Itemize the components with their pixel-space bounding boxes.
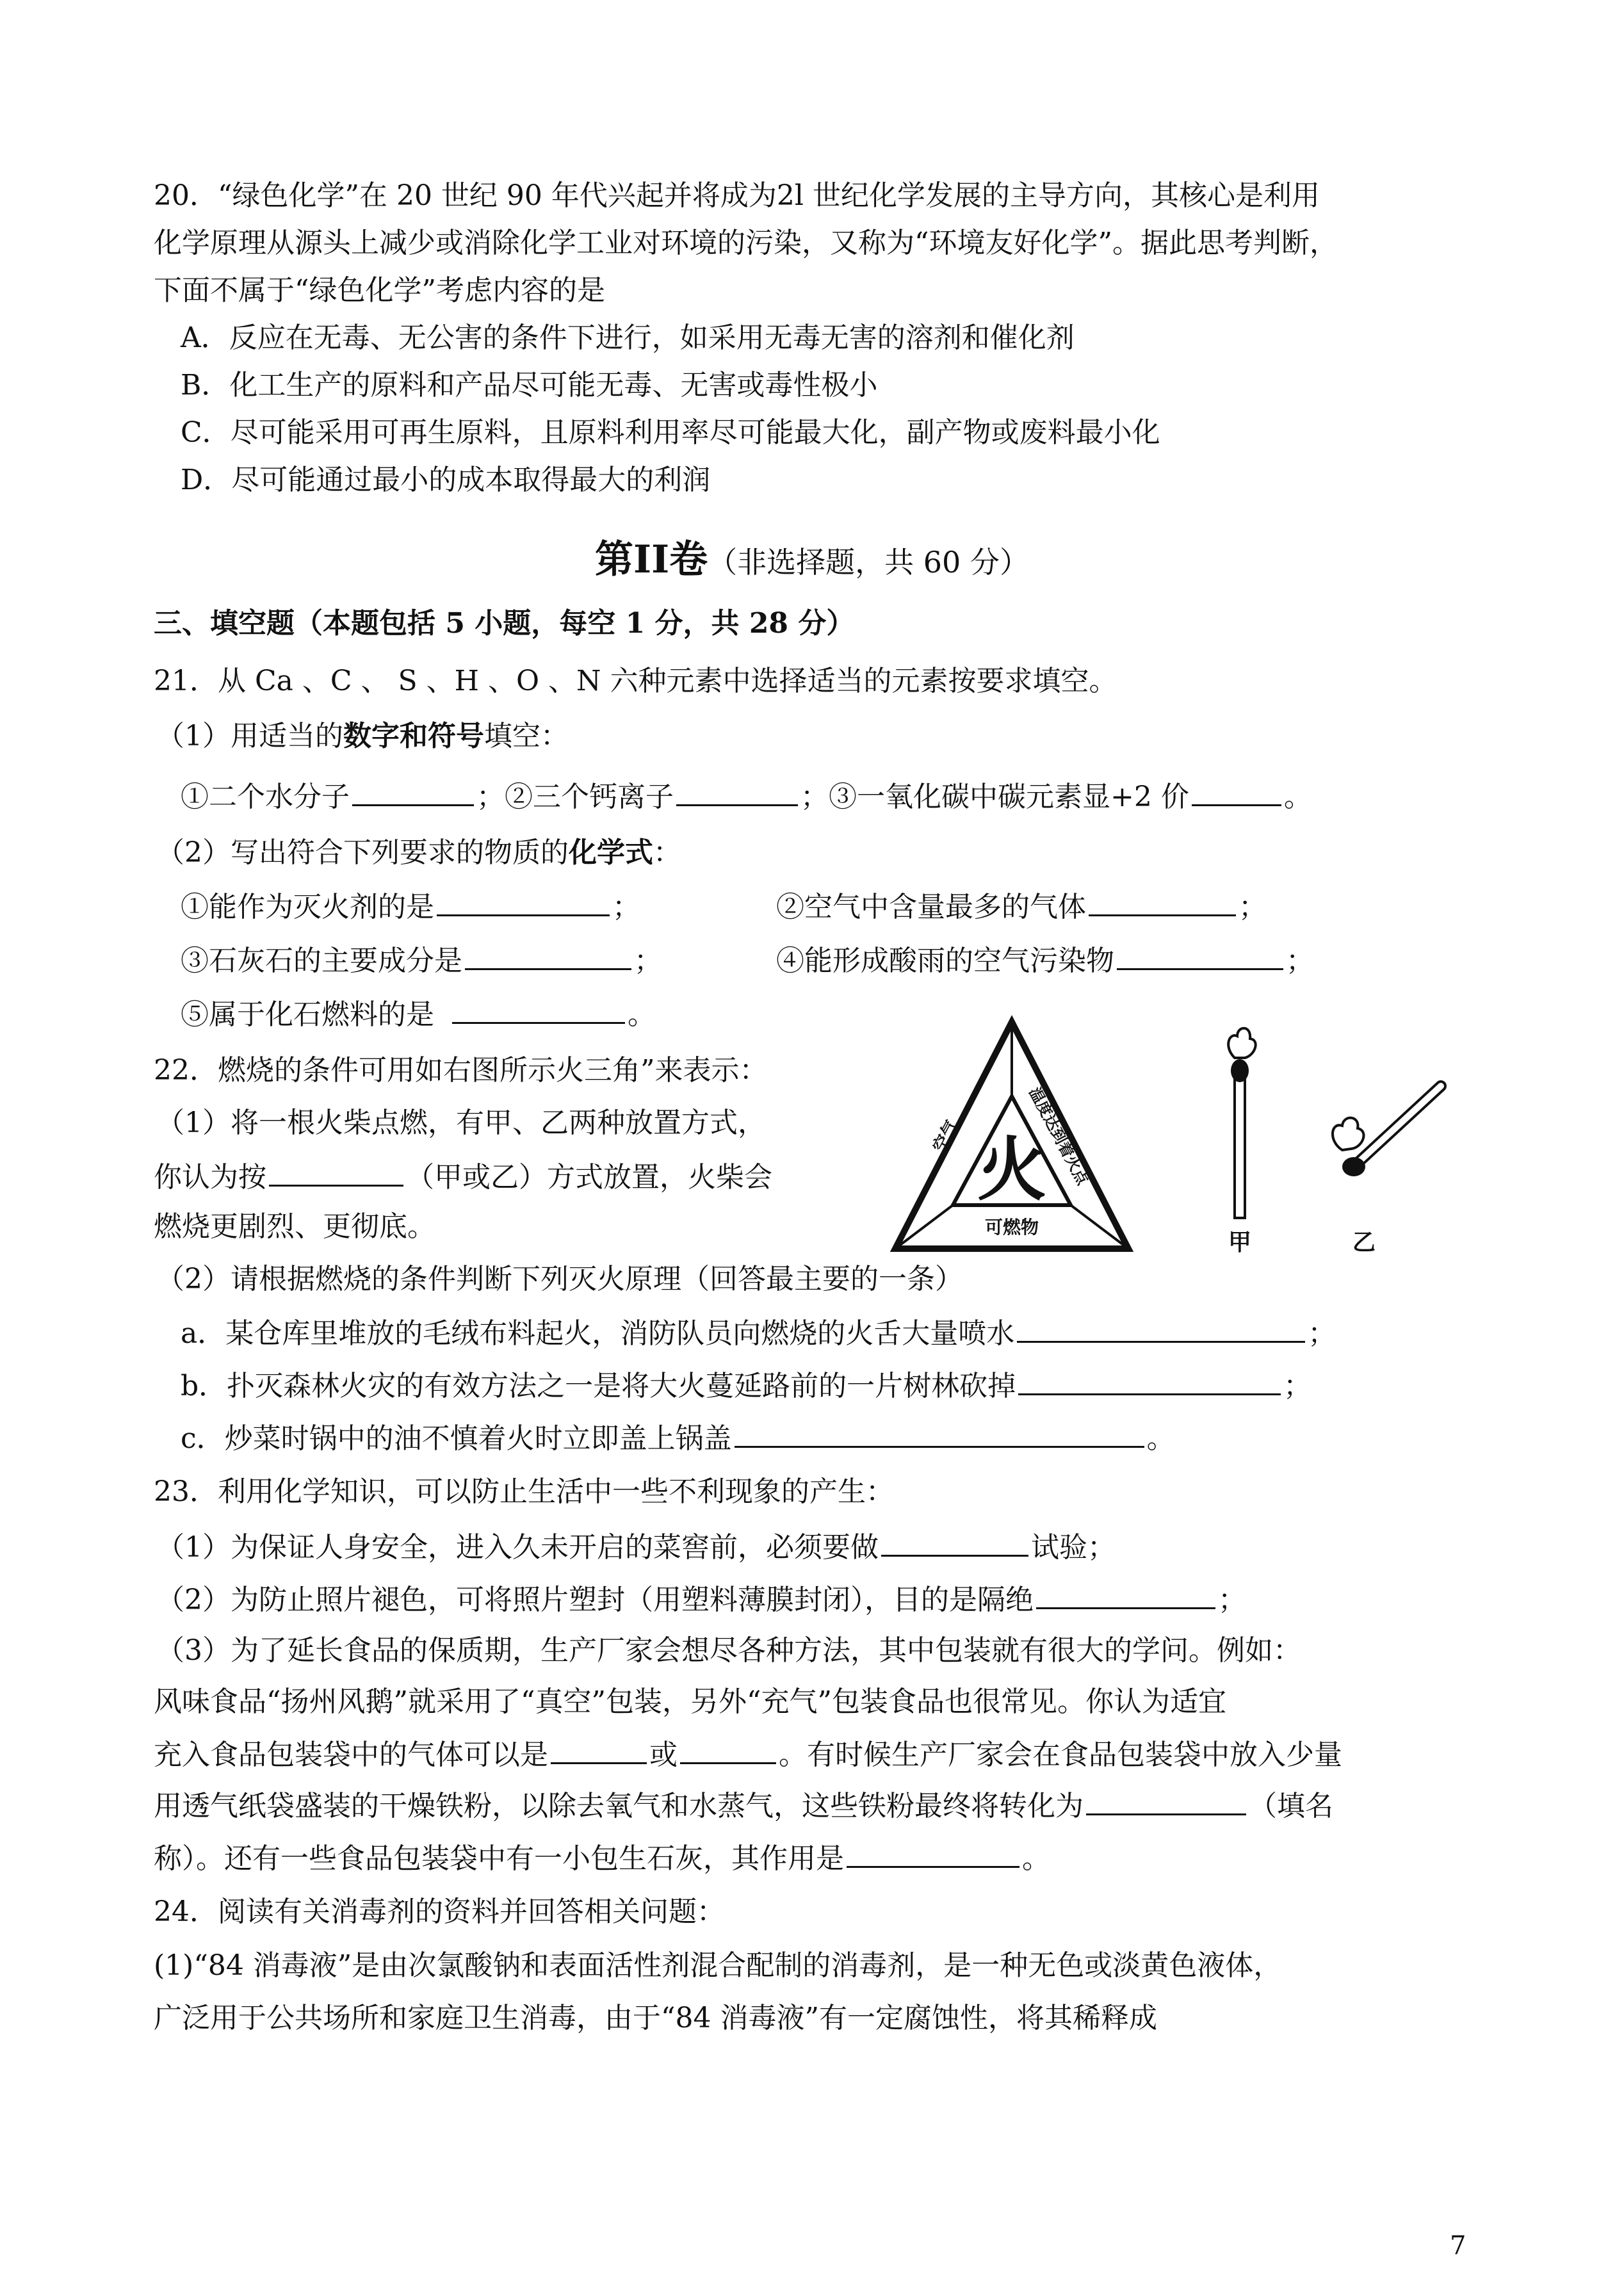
q20-option-a: A．反应在无毒、无公害的条件下进行，如采用无毒无害的溶剂和催化剂 bbox=[181, 321, 1075, 354]
answer-blank[interactable] bbox=[1117, 940, 1283, 970]
answer-blank[interactable] bbox=[1017, 1313, 1305, 1343]
q21-part1-prompt bbox=[156, 717, 569, 756]
q21-p1-item1-label: ①二个水分子 bbox=[181, 781, 350, 813]
answer-blank[interactable] bbox=[1086, 1785, 1246, 1815]
q21-p2-item1-label: ①能作为灭火剂的是 bbox=[181, 891, 434, 923]
q20-stem-line1: 20．“绿色化学”在 20 世纪 90 年代兴起并将成为2l 世纪化学发展的主导方向，其核心是利用 bbox=[154, 179, 1320, 212]
q21-part1-text-bold: 数字和符号 bbox=[343, 720, 484, 752]
triangle-bottom-label: 可燃物 bbox=[984, 1217, 1039, 1238]
match-jia bbox=[1228, 1028, 1256, 1218]
q20-option-c: C．尽可能采用可再生原料，且原料利用率尽可能最大化，副产物或废料最小化 bbox=[181, 416, 1160, 449]
q22-item-c-text: c．炒菜时锅中的油不慎着火时立即盖上锅盖 bbox=[181, 1422, 732, 1455]
answer-blank[interactable] bbox=[437, 886, 610, 916]
q23-part3-line4-a: 用透气纸袋盛装的干燥铁粉，以除去氧气和水蒸气，这些铁粉最终将转化为 bbox=[154, 1790, 1084, 1822]
answer-blank[interactable] bbox=[1036, 1579, 1215, 1609]
volume-title-main: 第II卷 bbox=[595, 537, 708, 582]
answer-blank[interactable] bbox=[551, 1734, 647, 1764]
q24-line2: 广泛用于公共场所和家庭卫生消毒，由于“84 消毒液”有一定腐蚀性，将其稀释成 bbox=[154, 2002, 1157, 2034]
q23-part3-line3-a: 充入食品包装袋中的气体可以是 bbox=[154, 1739, 548, 1771]
q21-p2-item5: ⑤属于化石燃料的是 。 bbox=[181, 994, 656, 1034]
page-number: 7 bbox=[1450, 2231, 1466, 2260]
q23-part1-text-a: （1）为保证人身安全，进入久未开启的菜窖前，必须要做 bbox=[156, 1531, 879, 1564]
q23-part2-text: （2）为防止照片褪色，可将照片塑封（用塑料薄膜封闭），目的是隔绝 bbox=[156, 1584, 1034, 1616]
q22-part1-line2-b: （甲或乙）方式放置，火柴会 bbox=[406, 1161, 772, 1194]
q20-stem-line2: 化学原理从源头上减少或消除化学工业对环境的污染，又称为“环境友好化学”。据此思考判断， bbox=[154, 227, 1338, 259]
q22-part2: （2）请根据燃烧的条件判断下列灭火原理（回答最主要的一条） bbox=[156, 1263, 963, 1295]
q22-part1-line3: 燃烧更剧烈、更彻底。 bbox=[154, 1210, 435, 1243]
q21-p2-item3-label: ③石灰石的主要成分是 bbox=[181, 945, 462, 977]
q22-part1-line1: （1）将一根火柴点燃，有甲、乙两种放置方式， bbox=[156, 1107, 766, 1139]
q21-part2-prompt bbox=[156, 834, 681, 872]
q21-p1-item3-label: ；③一氧化碳中碳元素显+2 价 bbox=[800, 781, 1189, 813]
q22-item-c: c．炒菜时锅中的油不慎着火时立即盖上锅盖 。 bbox=[181, 1418, 1175, 1458]
q23-part3-line5 bbox=[154, 1838, 1050, 1878]
q21-p2-item1: ①能作为灭火剂的是 ； bbox=[181, 886, 640, 927]
answer-blank[interactable] bbox=[881, 1527, 1028, 1557]
q20-option-d: D．尽可能通过最小的成本取得最大的利润 bbox=[181, 464, 711, 496]
answer-blank[interactable] bbox=[680, 1734, 776, 1764]
q21-p2-item4: ④能形成酸雨的空气污染物 ； bbox=[776, 940, 1314, 980]
triangle-left-label: 空气 bbox=[929, 1117, 962, 1156]
q21-p2-item2-label: ②空气中含量最多的气体 bbox=[776, 891, 1086, 923]
q23-part3-line4 bbox=[154, 1785, 1333, 1826]
q21-stem: 21．从 Ca 、C 、 S 、H 、O 、N 六种元素中选择适当的元素按要求填空。 bbox=[154, 665, 1117, 697]
q22-item-a: a．某仓库里堆放的毛绒布料起火，消防队员向燃烧的火舌大量喷水 ； bbox=[181, 1313, 1336, 1353]
q21-part2-text-a: （2）写出符合下列要求的物质的 bbox=[156, 836, 569, 869]
q22-item-b: b．扑灭森林火灾的有效方法之一是将大火蔓延路前的一片树林砍掉 ； bbox=[181, 1365, 1311, 1406]
q21-part2-text-b: ： bbox=[653, 836, 681, 869]
q23-part3-line5-a: 称）。还有一些食品包装袋中有一小包生石灰，其作用是 bbox=[154, 1842, 844, 1875]
q23-part3-line1: （3）为了延长食品的保质期，生产厂家会想尽各种方法，其中包装就有很大的学问。例如： bbox=[156, 1634, 1301, 1667]
answer-blank[interactable] bbox=[1192, 776, 1281, 806]
match-yi bbox=[1333, 1086, 1441, 1176]
label-yi: 乙 bbox=[1352, 1229, 1376, 1256]
q23-part3-line3-b: 或 bbox=[649, 1739, 678, 1771]
q23-part1-text-b: 试验； bbox=[1031, 1531, 1116, 1564]
q23-part1 bbox=[156, 1527, 1116, 1567]
q21-p2-item3: ③石灰石的主要成分是 ； bbox=[181, 940, 662, 980]
answer-blank[interactable] bbox=[1089, 886, 1236, 916]
q21-p2-item4-label: ④能形成酸雨的空气污染物 bbox=[776, 945, 1114, 977]
label-jia: 甲 bbox=[1228, 1229, 1252, 1256]
q21-p1-item2-label: ；②三个钙离子 bbox=[476, 781, 674, 813]
answer-blank[interactable] bbox=[676, 776, 798, 806]
q22-part1-line2-a: 你认为按 bbox=[154, 1161, 266, 1194]
q20-stem-line3: 下面不属于“绿色化学”考虑内容的是 bbox=[154, 274, 605, 307]
q21-part2-text-bold: 化学式 bbox=[569, 836, 653, 869]
answer-blank[interactable] bbox=[847, 1838, 1019, 1868]
q21-p2-item2: ②空气中含量最多的气体 ； bbox=[776, 886, 1267, 927]
q22-item-b-text: b．扑灭森林火灾的有效方法之一是将大火蔓延路前的一片树林砍掉 bbox=[181, 1370, 1016, 1402]
answer-blank[interactable] bbox=[352, 776, 474, 806]
q21-part1-text-a: （1）用适当的 bbox=[156, 720, 343, 752]
q20-option-b: B．化工生产的原料和产品尽可能无毒、无害或毒性极小 bbox=[181, 369, 878, 401]
q22-stem: 22．燃烧的条件可用如右图所示火三角”来表示： bbox=[154, 1054, 768, 1087]
q23-part3-line4-b: （填名 bbox=[1249, 1790, 1333, 1822]
q24-line1: (1)“84 消毒液”是由次氯酸钠和表面活性剂混合配制的消毒剂，是一种无色或淡黄色液体， bbox=[154, 1949, 1282, 1982]
volume-title bbox=[0, 529, 1624, 584]
answer-blank[interactable] bbox=[452, 994, 625, 1024]
answer-blank[interactable] bbox=[735, 1418, 1144, 1448]
answer-blank[interactable] bbox=[465, 940, 631, 970]
q22-part1-line2 bbox=[154, 1156, 772, 1197]
q21-p1-item3-end: 。 bbox=[1283, 781, 1312, 813]
answer-blank[interactable] bbox=[269, 1156, 403, 1187]
q23-part2: （2）为防止照片褪色，可将照片塑封（用塑料薄膜封闭），目的是隔绝 ； bbox=[156, 1579, 1246, 1619]
q21-p2-item5-label: ⑤属于化石燃料的是 bbox=[181, 998, 434, 1031]
q24-stem: 24．阅读有关消毒剂的资料并回答相关问题： bbox=[154, 1895, 725, 1928]
volume-title-sub: （非选择题，共 60 分） bbox=[708, 545, 1029, 580]
q21-part1-text-b: 填空： bbox=[484, 720, 569, 752]
q23-part3-line5-b: 。 bbox=[1022, 1842, 1050, 1875]
fire-triangle-figure bbox=[884, 1013, 1498, 1269]
answer-blank[interactable] bbox=[1018, 1365, 1281, 1395]
section-3-heading: 三、填空题（本题包括 5 小题，每空 1 分，共 28 分） bbox=[154, 607, 855, 640]
q23-part3-line3 bbox=[154, 1734, 1342, 1774]
fire-character: 火 bbox=[977, 1130, 1047, 1210]
q21-part1-items bbox=[181, 776, 1312, 816]
q23-stem: 23．利用化学知识，可以防止生活中一些不利现象的产生： bbox=[154, 1475, 894, 1508]
q23-part3-line3-c: 。有时候生产厂家会在食品包装袋中放入少量 bbox=[779, 1739, 1342, 1771]
q23-part3-line2: 风味食品“扬州风鹅”就采用了“真空”包装，另外“充气”包装食品也很常见。你认为适宜 bbox=[154, 1685, 1226, 1718]
q22-item-a-text: a．某仓库里堆放的毛绒布料起火，消防队员向燃烧的火舌大量喷水 bbox=[181, 1317, 1015, 1350]
triangle-right-label: 温度达到着火点 bbox=[1025, 1084, 1092, 1188]
